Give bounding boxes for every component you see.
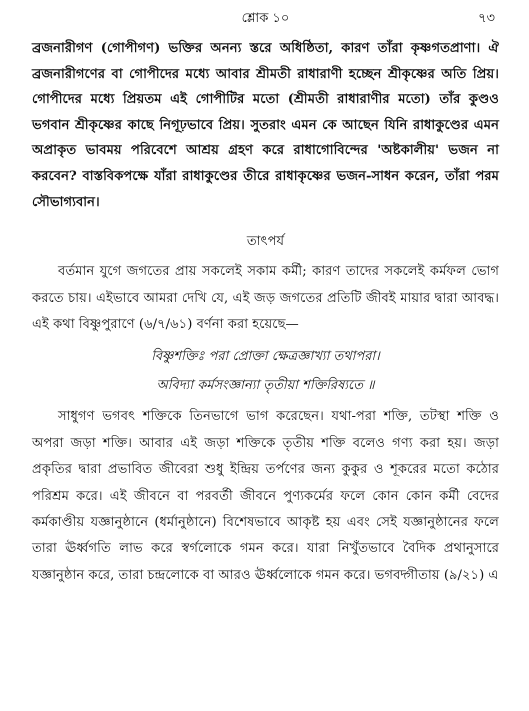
page-header [32,6,499,32]
quote-line-1: বিষ্ণুশক্তিঃ পরা প্রোক্তা ক্ষেত্রজ্ঞাখ্যা তথাপরা। [151,349,380,365]
purport-paragraph-2: সাধুগণ ভগবৎ শক্তিকে তিনভাগে ভাগ করেছেন। যথা-পরা শক্তি, তটস্থা শক্তি ও অপরা জড়া শক্তি। আবার এই জড়া শক্তিকে তৃতীয় শক্তি বলেও গণ্য করা হয়। জড়া প্রকৃতির দ্বারা প্রভাবিত জীবেরা শুধু ইন্দ্রিয় তর্পণের জন্য কুকুর ও শূকরের মতো কঠোর পরিশ্রম করে। এই জীবনে বা পরবর্তী জীবনে পুণ্যকর্মের ফলে কোন কোন কর্মী বেদের কর্মকাণ্ডীয় যজ্ঞানুষ্ঠানে (ধর্মানুষ্ঠানে) বিশেষভাবে আকৃষ্ট হয় এবং সেই যজ্ঞানুষ্ঠানের ফলে তারা ঊর্ধ্বগতি লাভ করে স্বর্গলোকে গমন করে। যারা নিখুঁতভাবে বৈদিক প্রথানুসারে যজ্ঞানুষ্ঠান করে, তারা চন্দ্রলোকে বা আরও ঊর্ধ্বলোকে গমন করে। ভগবদ্গীতায় (৯/২১) এ [32,409,499,583]
purport-heading: তাৎপর্য [246,234,285,250]
sanskrit-quote [32,342,499,400]
purport-paragraph-1: বর্তমান যুগে জগতের প্রায় সকলেই সকাম কর্মী; কারণ তাদের সকলেই কর্মফল ভোগ করতে চায়। এইভাবে আমরা দেখি যে, এই জড় জগতের প্রতিটি জীবই মায়ার দ্বারা আবদ্ধ। এই কথা বিষ্ণুপুরাণে (৬/৭/৬১) বর্ণনা করা হয়েছে— [32,264,499,332]
verse-translation: ব্রজনারীগণ (গোপীগণ) ভক্তির অনন্য স্তরে অধিষ্ঠিতা, কারণ তাঁরা কৃষ্ণগতপ্রাণা। ঐ ব্রজনারীগণের বা গোপীদের মধ্যে আবার শ্রীমতী রাধারাণী হচ্ছেন শ্রীকৃষ্ণের অতি প্রিয়। গোপীদের মধ্যে প্রিয়তম এই গোপীটির মতো (শ্রীমতী রাধারাণীর মতো) তাঁর কুণ্ডও ভগবান শ্রীকৃষ্ণের কাছে নিগূঢ়ভাবে প্রিয়। সুতরাং এমন কে আছেন যিনি রাধাকুণ্ডের এমন অপ্রাকৃত ভাবময় পরিবেশে আশ্রয় গ্রহণ করে রাধাগোবিন্দের 'অষ্টকালীয়' ভজন না করবেন? বাস্তবিকপক্ষে যাঁরা রাধাকুণ্ডের তীরে রাধাকৃষ্ণের ভজন-সাধন করেন, তাঁরা পরম সৌভাগ্যবান। [32,41,499,210]
quote-line-2: অবিদ্যা কর্মসংজ্ঞান্যা তৃতীয়া শক্তিরিষ্যতে ॥ [156,378,375,394]
running-head: শ্লোক ১০ [241,11,290,26]
page-number: ৭৩ [478,11,495,26]
